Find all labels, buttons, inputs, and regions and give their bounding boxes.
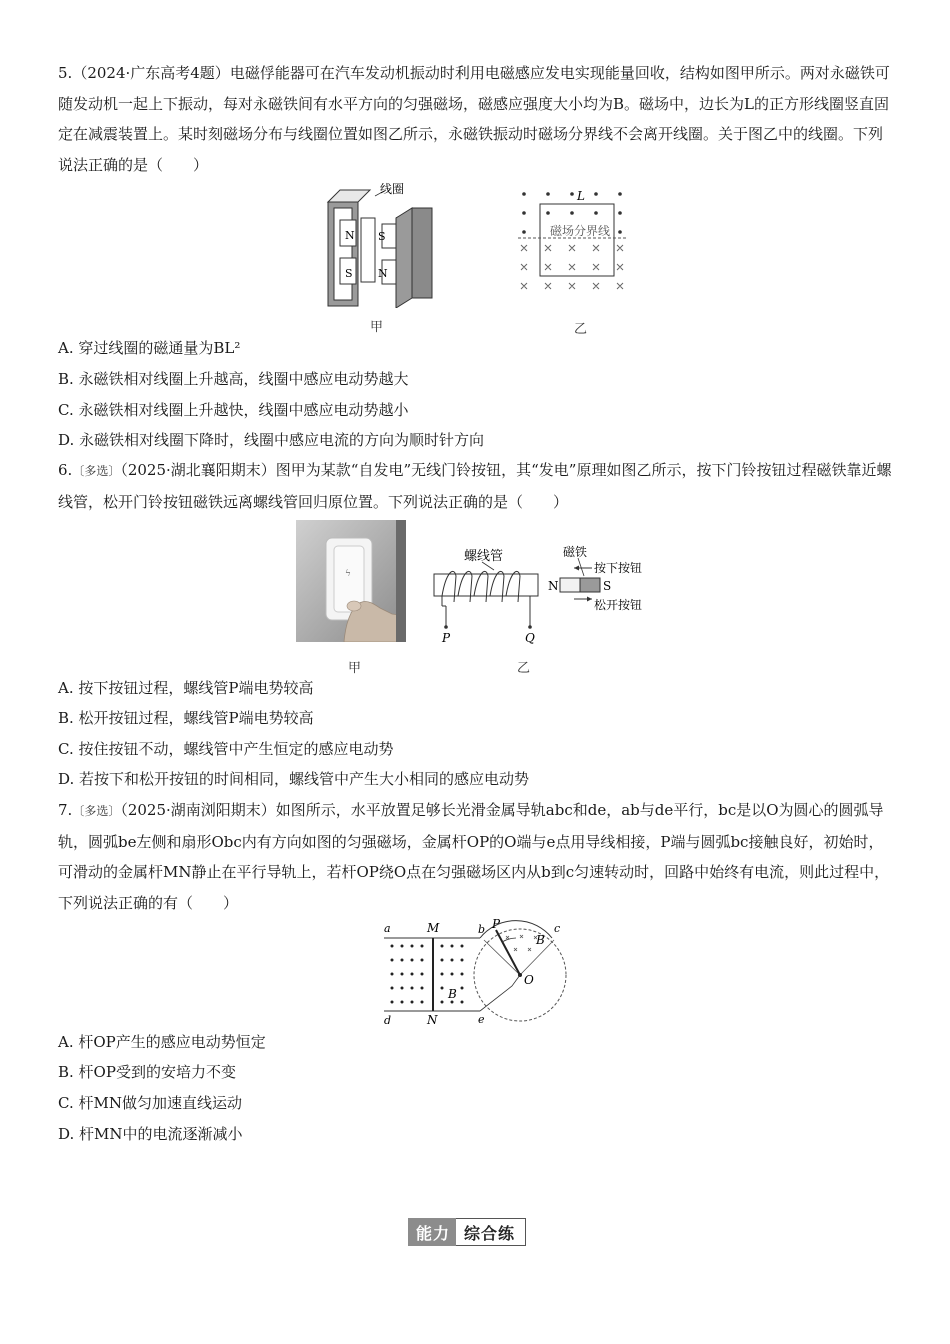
point-label-o: O bbox=[524, 973, 534, 987]
figure-caption: 乙 bbox=[574, 322, 588, 337]
q7-option-c: C. 杆MN做匀加速直线运动 bbox=[58, 1094, 242, 1112]
point-label-m: M bbox=[427, 921, 440, 935]
magnet-label: 磁铁 bbox=[563, 545, 588, 559]
pole-label: S bbox=[603, 579, 612, 593]
pole-label: S bbox=[378, 230, 386, 243]
q6-option-b: B. 松开按钮过程，螺线管P端电势较高 bbox=[58, 709, 314, 727]
q6-option-a: A. 按下按钮过程，螺线管P端电势较高 bbox=[58, 679, 314, 697]
multi-select-tag: 〔多选〕 bbox=[72, 804, 121, 818]
question-text: 电磁俘能器可在汽车发动机振动时利用电磁感应发电实现能量回收，结构如图甲所示。两对永磁铁可随发动机一起上下振动，每对永磁铁间有水平方向的匀强磁场，磁感应强度大小均为B。磁场中，边长为L的正方形线圈竖直固定在减震装置上。某时刻磁场分布与线圈位置如图乙所示，永磁铁振动时磁场分界线不会离开线圈。关于图乙中的线圈。下列说法正确的是（ ） bbox=[58, 64, 890, 174]
boundary-label: 磁场分界线 bbox=[550, 224, 611, 238]
question-source: （2025·湖南浏阳期末） bbox=[120, 801, 276, 819]
solenoid-winding bbox=[442, 571, 520, 602]
q7-option-a: A. 杆OP产生的感应电动势恒定 bbox=[58, 1033, 266, 1051]
question-7-stem bbox=[58, 795, 896, 918]
q5-figure-jia bbox=[320, 182, 440, 308]
section-label-left: 能力 bbox=[408, 1218, 456, 1246]
question-5-stem bbox=[58, 58, 896, 180]
solenoid-label: 螺线管 bbox=[464, 549, 504, 564]
pole-label: N bbox=[548, 579, 559, 593]
q6-option-c: C. 按住按钮不动，螺线管中产生恒定的感应电动势 bbox=[58, 740, 394, 758]
field-label-b: B bbox=[448, 987, 457, 1001]
question-7 bbox=[58, 795, 896, 918]
q7-figure bbox=[380, 918, 574, 1028]
pole-label: S bbox=[345, 267, 353, 280]
section-banner bbox=[408, 1218, 526, 1246]
q7-option-d: D. 杆MN中的电流逐渐减小 bbox=[58, 1125, 243, 1143]
point-label-c: c bbox=[554, 922, 561, 935]
question-6-stem bbox=[58, 455, 896, 517]
q-terminal-label: Q bbox=[525, 631, 535, 645]
q5-figure-yi bbox=[514, 186, 630, 292]
question-5 bbox=[58, 58, 896, 180]
question-number: 6. bbox=[58, 461, 73, 479]
radius-ob bbox=[484, 940, 520, 975]
press-label: 按下按钮 bbox=[594, 561, 643, 575]
question-6 bbox=[58, 455, 896, 517]
question-text: 如图所示，水平放置足够长光滑金属导轨abc和de，ab与de平行，bc是以O为圆心的圆弧导轨，圆弧be左侧和扇形Obc内有方向如图的匀强磁场，金属杆OP的O端与e点用导线相接，P端与圆弧bc接触良好，初始时，可滑动的金属杆MN静止在平行导轨上，若杆OP绕O点在匀强磁场区内从b到c匀速转动时，回路中始终有电流，则此过程中，下列说法正确的有（ ） bbox=[58, 801, 890, 912]
q7-option-b: B. 杆OP受到的安培力不变 bbox=[58, 1063, 236, 1081]
q5-option-b: B. 永磁铁相对线圈上升越高，线圈中感应电动势越大 bbox=[58, 370, 409, 388]
q6-figure-yi bbox=[428, 542, 654, 648]
pole-label: N bbox=[345, 229, 355, 242]
q6-figure-jia-photo bbox=[296, 520, 406, 642]
magnet-n-half bbox=[560, 578, 580, 592]
point-label-n: N bbox=[427, 1013, 438, 1027]
magnet-s-half bbox=[580, 578, 600, 592]
point-label-e: e bbox=[478, 1013, 485, 1026]
figure-caption: 甲 bbox=[370, 320, 384, 335]
section-label-right: 综合练 bbox=[456, 1218, 526, 1246]
q5-option-d: D. 永磁铁相对线圈下降时，线圈中感应电流的方向为顺时针方向 bbox=[58, 431, 485, 449]
release-arrow-icon bbox=[587, 597, 592, 602]
question-number: 5. bbox=[58, 64, 73, 82]
square-coil bbox=[540, 204, 614, 276]
question-source: （2025·湖北襄阳期末） bbox=[120, 461, 276, 479]
q5-option-a: A. 穿过线圈的磁通量为BL² bbox=[58, 339, 241, 357]
multi-select-tag: 〔多选〕 bbox=[72, 464, 121, 478]
coil-label: 线圈 bbox=[380, 182, 405, 196]
lightning-icon: ϟ bbox=[345, 569, 351, 579]
point-label-d: d bbox=[384, 1014, 392, 1027]
coil bbox=[361, 218, 375, 282]
solenoid-core bbox=[434, 574, 538, 596]
side-label: L bbox=[577, 189, 585, 203]
point-label-a: a bbox=[384, 922, 391, 935]
figure-caption: 乙 bbox=[517, 661, 531, 676]
q5-option-c: C. 永磁铁相对线圈上升越快，线圈中感应电动势越小 bbox=[58, 401, 409, 419]
question-text: 图甲为某款“自发电”无线门铃按钮，其“发电”原理如图乙所示，按下门铃按钮过程磁铁靠近螺线管，松开门铃按钮磁铁远离螺线管回归原位置。下列说法正确的是（ ） bbox=[58, 461, 892, 511]
cross-field bbox=[521, 245, 623, 289]
pole-label: N bbox=[378, 267, 388, 280]
point-label-p: P bbox=[492, 918, 501, 931]
cross-field bbox=[506, 935, 537, 951]
p-terminal-label: P bbox=[442, 631, 451, 645]
question-number: 7. bbox=[58, 801, 73, 819]
question-source: （2024·广东高考4题） bbox=[72, 64, 230, 82]
release-label: 松开按钮 bbox=[594, 598, 643, 612]
press-arrow-icon bbox=[574, 566, 579, 571]
point-label-b: b bbox=[478, 923, 486, 936]
field-label-b: B bbox=[536, 933, 545, 947]
figure-caption: 甲 bbox=[348, 661, 362, 676]
q6-option-d: D. 若按下和松开按钮的时间相同，螺线管中产生大小相同的感应电动势 bbox=[58, 770, 530, 788]
